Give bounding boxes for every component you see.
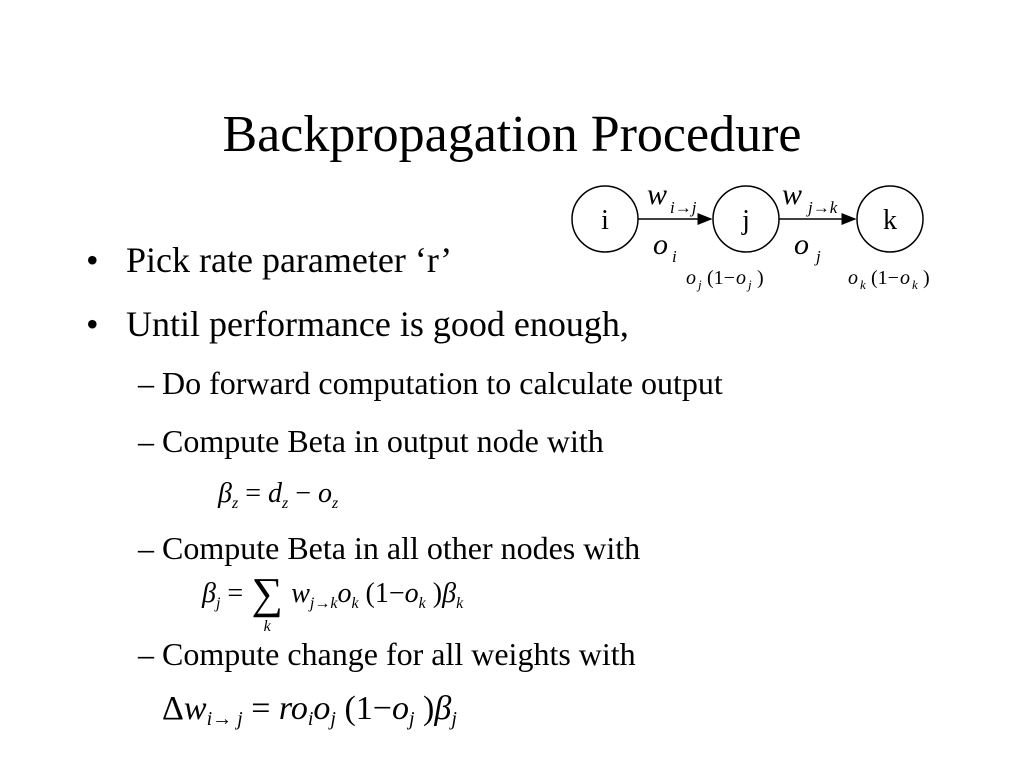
svg-text:(1−: (1−	[707, 267, 735, 289]
svg-text:): )	[923, 267, 930, 289]
svg-text:o: o	[900, 267, 910, 289]
dash: –	[138, 530, 154, 566]
svg-text:j: j	[748, 277, 752, 292]
sub-item	[138, 421, 604, 461]
output-i-subscript: i	[672, 247, 677, 266]
node-j	[713, 186, 779, 252]
equation-beta-hidden: $\beta_j$ = ∑ k $w_{j\to k}o_k$ ($1-o_k$ )$\beta_k$	[202, 569, 464, 635]
derivative-j	[686, 267, 764, 292]
node-k	[857, 186, 923, 252]
svg-text:o: o	[686, 267, 696, 289]
sub-item	[138, 634, 636, 674]
svg-text:(1−: (1−	[871, 267, 899, 289]
bullet-text: Pick rate parameter ‘r’	[126, 240, 453, 280]
sub-item-text: Compute change for all weights with	[162, 636, 636, 672]
sub-item-text: Do forward computation to calculate output	[162, 365, 723, 401]
svg-text:o: o	[736, 267, 746, 289]
sub-item-text: Compute Beta in all other nodes with	[162, 530, 641, 566]
sub-item	[138, 363, 723, 403]
network-diagram	[560, 170, 960, 300]
derivative-k	[848, 267, 930, 292]
node-i-label: i	[601, 205, 609, 236]
equation-beta-output: $\beta_z = d_z - o_z$	[218, 478, 339, 512]
svg-text:j: j	[698, 277, 702, 292]
slide-title: Backpropagation Procedure	[222, 106, 802, 163]
weight-ij-subscript: i→j	[670, 198, 697, 217]
svg-text:k: k	[912, 277, 918, 292]
bullet-dot: •	[86, 304, 99, 344]
svg-text:o: o	[848, 267, 858, 289]
bullet-item	[86, 238, 452, 282]
svg-text:): )	[757, 267, 764, 289]
sub-item	[138, 528, 640, 568]
weight-jk-label: w	[782, 178, 803, 211]
bullet-dot: •	[86, 240, 99, 280]
weight-jk-subscript: j→k	[808, 198, 838, 217]
equation-weight-change: $\Delta w_{i\to j} = ro_io_j$ ($1-o_j$ )$\beta_j$	[162, 690, 457, 730]
node-k-label: k	[883, 205, 897, 236]
node-j-label: j	[742, 205, 750, 236]
svg-text:k: k	[860, 277, 866, 292]
bullet-text: Until performance is good enough,	[126, 304, 629, 344]
dash: –	[138, 365, 154, 401]
bullet-item	[86, 302, 629, 346]
output-i-label: o	[653, 228, 668, 261]
dash: –	[138, 636, 154, 672]
sub-item-text: Compute Beta in output node with	[162, 423, 604, 459]
dash: –	[138, 423, 154, 459]
node-i	[572, 186, 638, 252]
output-j-subscript: j	[816, 247, 821, 266]
weight-ij-label: w	[647, 178, 668, 211]
output-j-label: o	[794, 228, 809, 261]
summation-symbol: ∑ k	[251, 569, 283, 635]
